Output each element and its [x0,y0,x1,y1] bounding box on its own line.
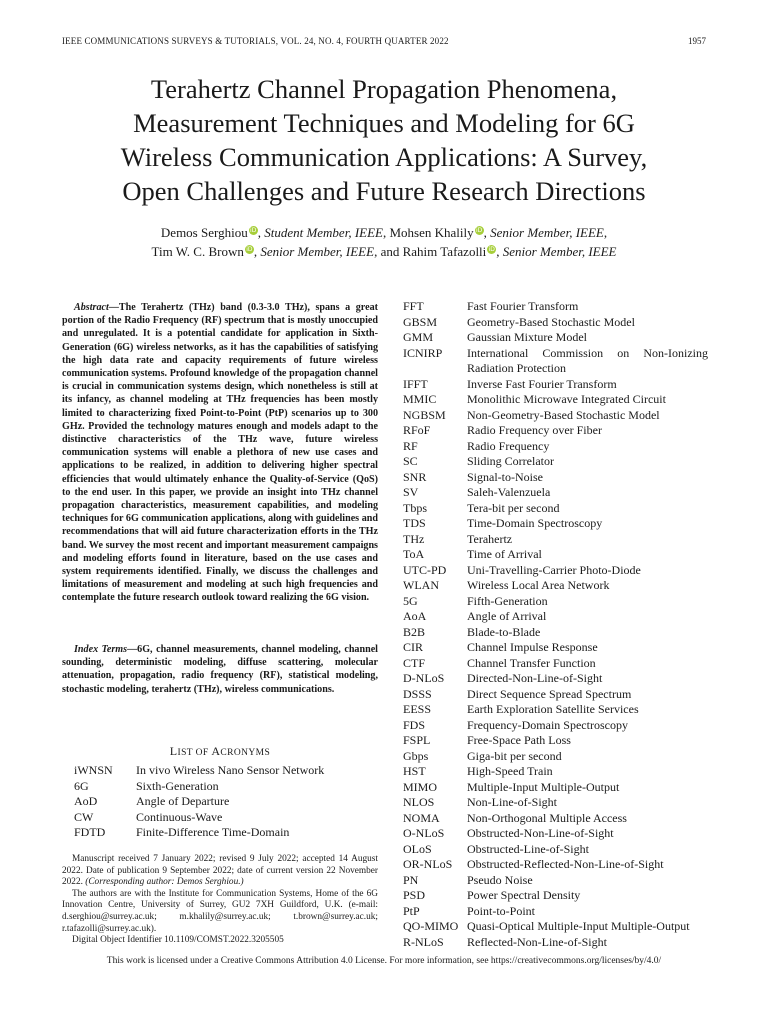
acronym-row [403,780,708,796]
acronym-row [403,625,708,641]
acronym-abbr: CIR [403,640,424,654]
title-line: Measurement Techniques and Modeling for 6G [133,108,635,138]
footnote [62,854,378,947]
acronyms-heading [62,744,378,759]
acronym-definition: Obstructed-Non-Line-of-Sight [467,826,614,840]
acronym-definition: Direct Sequence Spread Spectrum [467,686,632,701]
acronym-row [403,408,708,424]
author-name: Tim W. C. Brown [151,244,244,259]
acronym-row [403,935,708,951]
acronym-row [403,594,708,610]
acronym-row [403,454,708,470]
acronym-definition: Sixth-Generation [136,778,219,793]
acronym-row [403,501,708,517]
acronym-definition: Signal-to-Noise [467,469,543,484]
heading-smallcaps: CRONYMS [220,748,271,758]
title-line: Wireless Communication Applications: A Survey, [120,142,648,172]
acronym-abbr: DSSS [403,686,432,701]
acronym-definition: Multiple-Input Multiple-Output [467,779,620,794]
acronym-row [403,764,708,780]
acronym-abbr: UTC-PD [403,562,447,577]
abstract [62,301,378,605]
author-affiliation: Student Member, IEEE [264,225,383,240]
author-affiliation: Senior Member, IEEE [502,244,617,259]
acronym-abbr: B2B [403,624,426,639]
abstract-text: —The Terahertz (THz) band (0.3-3.0 THz), spans a great portion of the Radio Frequency (RF) spectrum that is mostly unoccupied and unregulated. It is a potential candidate for application in Sixth-Generation (6G) wireless networks, as it has the capabilities of satisfying the high data rate and capacity requirements of future wireless communication systems. Profound knowledge of the propagation channel is crucial in communication systems design, which nonetheless is still at its infancy, as channel modeling at THz frequencies has been mostly limited to characterizing fixed Point-to-Point (PtP) scenarios up to 300 GHz. Provided the technology matures enough and models adapt to the distinctive characteristics of the THz wave, future wireless communication systems will enable a plethora of new use cases and applications to be realized, in addition to delivering higher spectral efficiencies that would ultimately enhance the Quality-of-Service (QoS) to the end user. In this paper, we provide an insight into THz channel propagation characteristics, measurement capabilities, and modeling techniques for 6G communication applications, along with guidelines and recommendations that will aid future characterization efforts in the THz band. We survey the most recent and important measurement campaigns and modeling efforts found in literature, based on the use cases and system requirements identified. Finally, we discuss the challenges and limitations of measurement and modeling at such high frequencies and contemplate the future research outlook toward realizing the 6G vision. [62,302,378,604]
acronym-abbr: OR-NLoS [403,857,453,871]
author-list: Demos Serghiou iD, Student Member, IEEE, Mohsen Khalily iD, Senior Member, IEEE, Tim W. C. Brown iD, Senior Member, IEEE, and Rahim Tafazolli iD, Senior Member, IEEE [151,225,617,259]
acronym-definition: In vivo Wireless Nano Sensor Network [136,763,325,777]
acronym-row [403,811,708,827]
acronym-definition: Obstructed-Line-of-Sight [467,841,589,856]
acronym-abbr: SNR [403,469,427,484]
acronym-definition: Fast Fourier Transform [467,299,579,313]
abstract-label: Abstract [74,302,109,313]
acronym-abbr: ToA [403,547,425,561]
acronym-row [403,671,708,687]
acronym-definition: Geometry-Based Stochastic Model [467,314,635,329]
acronym-definition: Gaussian Mixture Model [467,330,587,344]
heading-initial: L [169,744,178,758]
acronym-row [403,377,708,393]
acronym-definition: Time-Domain Spectroscopy [467,516,603,530]
acronym-definition: Sliding Correlator [467,454,554,468]
acronym-row [403,547,708,563]
acronym-row [403,470,708,486]
acronym-abbr: MIMO [403,779,438,794]
acronym-row [74,825,378,841]
acronym-definition: Angle of Arrival [467,609,547,623]
acronym-row [403,857,708,873]
acronym-abbr: 6G [74,778,89,793]
license-notice: This work is licensed under a Creative Commons Attribution 4.0 License. For more information, see https://creativecommons.org/licenses/by/4.0/ [106,956,662,966]
orcid-icon[interactable]: iD [475,227,483,234]
acronym-row [403,346,708,377]
acronym-definition: Quasi-Optical Multiple-Input Multiple-Output [467,919,690,933]
acronym-definition: Reflected-Non-Line-of-Sight [467,934,607,949]
acronym-abbr: D-NLoS [403,671,445,685]
acronym-row [74,779,378,795]
acronym-definition: Monolithic Microwave Integrated Circuit [467,392,666,406]
acronym-definition: Uni-Travelling-Carrier Photo-Diode [467,562,641,577]
acronym-definition: Terahertz [467,531,513,546]
acronym-abbr: ICNIRP [403,345,443,360]
acronym-definition: Directed-Non-Line-of-Sight [467,671,603,685]
acronym-definition: Point-to-Point [467,903,536,918]
acronym-definition: High-Speed Train [467,764,553,778]
acronym-row [403,826,708,842]
acronym-abbr: O-NLoS [403,826,445,840]
acronym-row [403,687,708,703]
running-header: IEEE COMMUNICATIONS SURVEYS & TUTORIALS, VOL. 24, NO. 4, FOURTH QUARTER 2022 [62,36,449,46]
index-terms [62,643,378,696]
acronym-abbr: FFT [403,299,424,313]
heading-smallcaps: IST OF [177,748,212,758]
orcid-icon[interactable]: iD [246,246,253,253]
heading-initial: A [211,744,221,758]
acronym-abbr: EESS [403,702,432,716]
acronym-row [403,609,708,625]
acronym-definition: Time of Arrival [467,547,542,561]
acronym-row [403,842,708,858]
acronym-row [403,888,708,904]
author-conjunction: and [380,244,400,259]
acronym-row [403,392,708,408]
author-name: Demos Serghiou [160,225,248,240]
acronym-abbr: GMM [403,330,434,344]
acronym-definition: Earth Exploration Satellite Services [467,702,639,716]
acronym-definition: Giga-bit per second [467,748,562,763]
acronym-row [403,656,708,672]
acronym-abbr: PSD [403,888,426,902]
acronym-row [403,702,708,718]
index-terms-text: —6G, channel measurements, channel modeling, channel sounding, deterministic modeling, diffuse scattering, molecular attenuation, propagation, radio frequency (RF), statistical modeling, stochastic modeling, terahertz (THz), wireless communications. [62,644,378,695]
acronym-definition: Channel Impulse Response [467,640,598,654]
acronym-definition: Channel Transfer Function [467,655,596,670]
acronym-abbr: OLoS [403,841,432,856]
acronym-abbr: GBSM [403,314,438,329]
acronym-row [403,532,708,548]
acronym-definition: Pseudo Noise [467,872,533,887]
acronym-row [403,919,708,935]
acronym-row [403,578,708,594]
acronym-abbr: Gbps [403,748,429,763]
acronym-abbr: AoA [403,609,427,623]
acronym-row [403,439,708,455]
acronym-row [403,315,708,331]
acronym-definition: Frequency-Domain Spectroscopy [467,717,628,732]
corresponding-author: (Corresponding author: Demos Serghiou.) [85,877,244,888]
acronym-definition: Power Spectral Density [467,888,581,902]
acronym-definition: Wireless Local Area Network [467,578,610,592]
acronym-abbr: 5G [403,593,418,608]
acronym-list-left [74,763,378,841]
acronym-definition: Non-Orthogonal Multiple Access [467,810,627,825]
author-affiliation: Senior Member, IEEE [490,225,604,240]
acronym-abbr: PN [403,872,419,887]
acronym-definition: Radio Frequency over Fiber [467,423,602,437]
acronym-row [403,485,708,501]
acronym-row [403,749,708,765]
paper-title [40,72,728,208]
acronym-definition: Continuous-Wave [136,809,223,824]
acronym-definition: Non-Line-of-Sight [467,795,557,809]
acronym-row [403,299,708,315]
acronym-definition: Radio Frequency [467,438,550,453]
acronym-definition: Inverse Fast Fourier Transform [467,376,617,391]
acronym-row [403,640,708,656]
acronym-definition: Fifth-Generation [467,593,548,608]
acronym-definition: Non-Geometry-Based Stochastic Model [467,407,660,422]
acronym-abbr: FDS [403,717,426,732]
acronym-abbr: WLAN [403,578,439,592]
index-terms-label: Index Terms [74,644,128,655]
acronym-abbr: R-NLoS [403,934,444,949]
acronym-row [403,904,708,920]
acronym-abbr: HST [403,764,426,778]
acronym-abbr: NLOS [403,795,435,809]
acronym-row [403,330,708,346]
manuscript-dates: Manuscript received 7 January 2022; revised 9 July 2022; accepted 14 August 2022. Date of publication 9 September 2022; date of current version 22 November 2022. [62,854,378,888]
title-line: Terahertz Channel Propagation Phenomena, [150,74,618,104]
acronym-row [403,873,708,889]
acronym-abbr: FSPL [403,733,431,747]
acronym-row [403,718,708,734]
acronym-abbr: iWNSN [74,763,113,777]
acronym-row [403,423,708,439]
acronym-abbr: THz [403,531,425,546]
acronym-row [403,563,708,579]
author-affiliation: Senior Member, IEEE [260,244,375,259]
acronym-row [403,516,708,532]
doi: Digital Object Identifier 10.1109/COMST.2022.3205505 [72,935,284,946]
acronym-list-right [403,299,708,950]
acronym-abbr: MMIC [403,392,437,406]
acronym-abbr: CTF [403,655,426,670]
acronym-abbr: TDS [403,516,426,530]
acronym-abbr: CW [74,809,94,824]
orcid-icon[interactable]: iD [250,227,257,234]
acronym-abbr: NGBSM [403,407,446,422]
author-name: Rahim Tafazolli [402,244,487,259]
acronym-definition: Obstructed-Reflected-Non-Line-of-Sight [467,857,664,871]
acronym-abbr: IFFT [403,376,428,391]
acronym-abbr: FDTD [74,825,106,839]
acronym-abbr: PtP [403,903,420,918]
acronym-definition: Angle of Departure [136,794,230,808]
acronym-abbr: SC [403,454,418,468]
orcid-icon[interactable]: iD [488,246,495,253]
acronym-abbr: RFoF [403,423,431,437]
acronym-definition: Blade-to-Blade [467,624,541,639]
acronym-row [74,810,378,826]
page-number: 1957 [688,36,706,46]
acronym-row [74,794,378,810]
acronym-row [403,795,708,811]
acronym-definition: Finite-Difference Time-Domain [136,825,290,839]
acronym-definition: Tera-bit per second [467,500,560,515]
acronym-row [403,733,708,749]
acronym-abbr: SV [403,485,419,499]
acronym-row [74,763,378,779]
acronym-abbr: QO-MIMO [403,919,459,933]
acronym-abbr: Tbps [403,500,427,515]
acronym-definition: International Commission on Non-Ionizing Radiation Protection [467,345,708,375]
acronym-abbr: NOMA [403,810,440,825]
acronym-definition: Free-Space Path Loss [467,733,571,747]
acronym-definition: Saleh-Valenzuela [467,485,551,499]
acronym-abbr: RF [403,438,418,453]
title-line: Open Challenges and Future Research Directions [122,176,646,206]
acronym-abbr: AoD [74,794,98,808]
author-affiliations: The authors are with the Institute for Communication Systems, Home of the 6G Innovation Centre, University of Surrey, GU2 7XH Guildford, U.K. (e-mail: d.serghiou@surrey.ac.uk; m.khalily@surrey.ac.uk; t.brown@surrey.ac.uk; r.tafazolli@surrey.ac.uk). [62,888,378,934]
author-name: Mohsen Khalily [389,225,474,240]
